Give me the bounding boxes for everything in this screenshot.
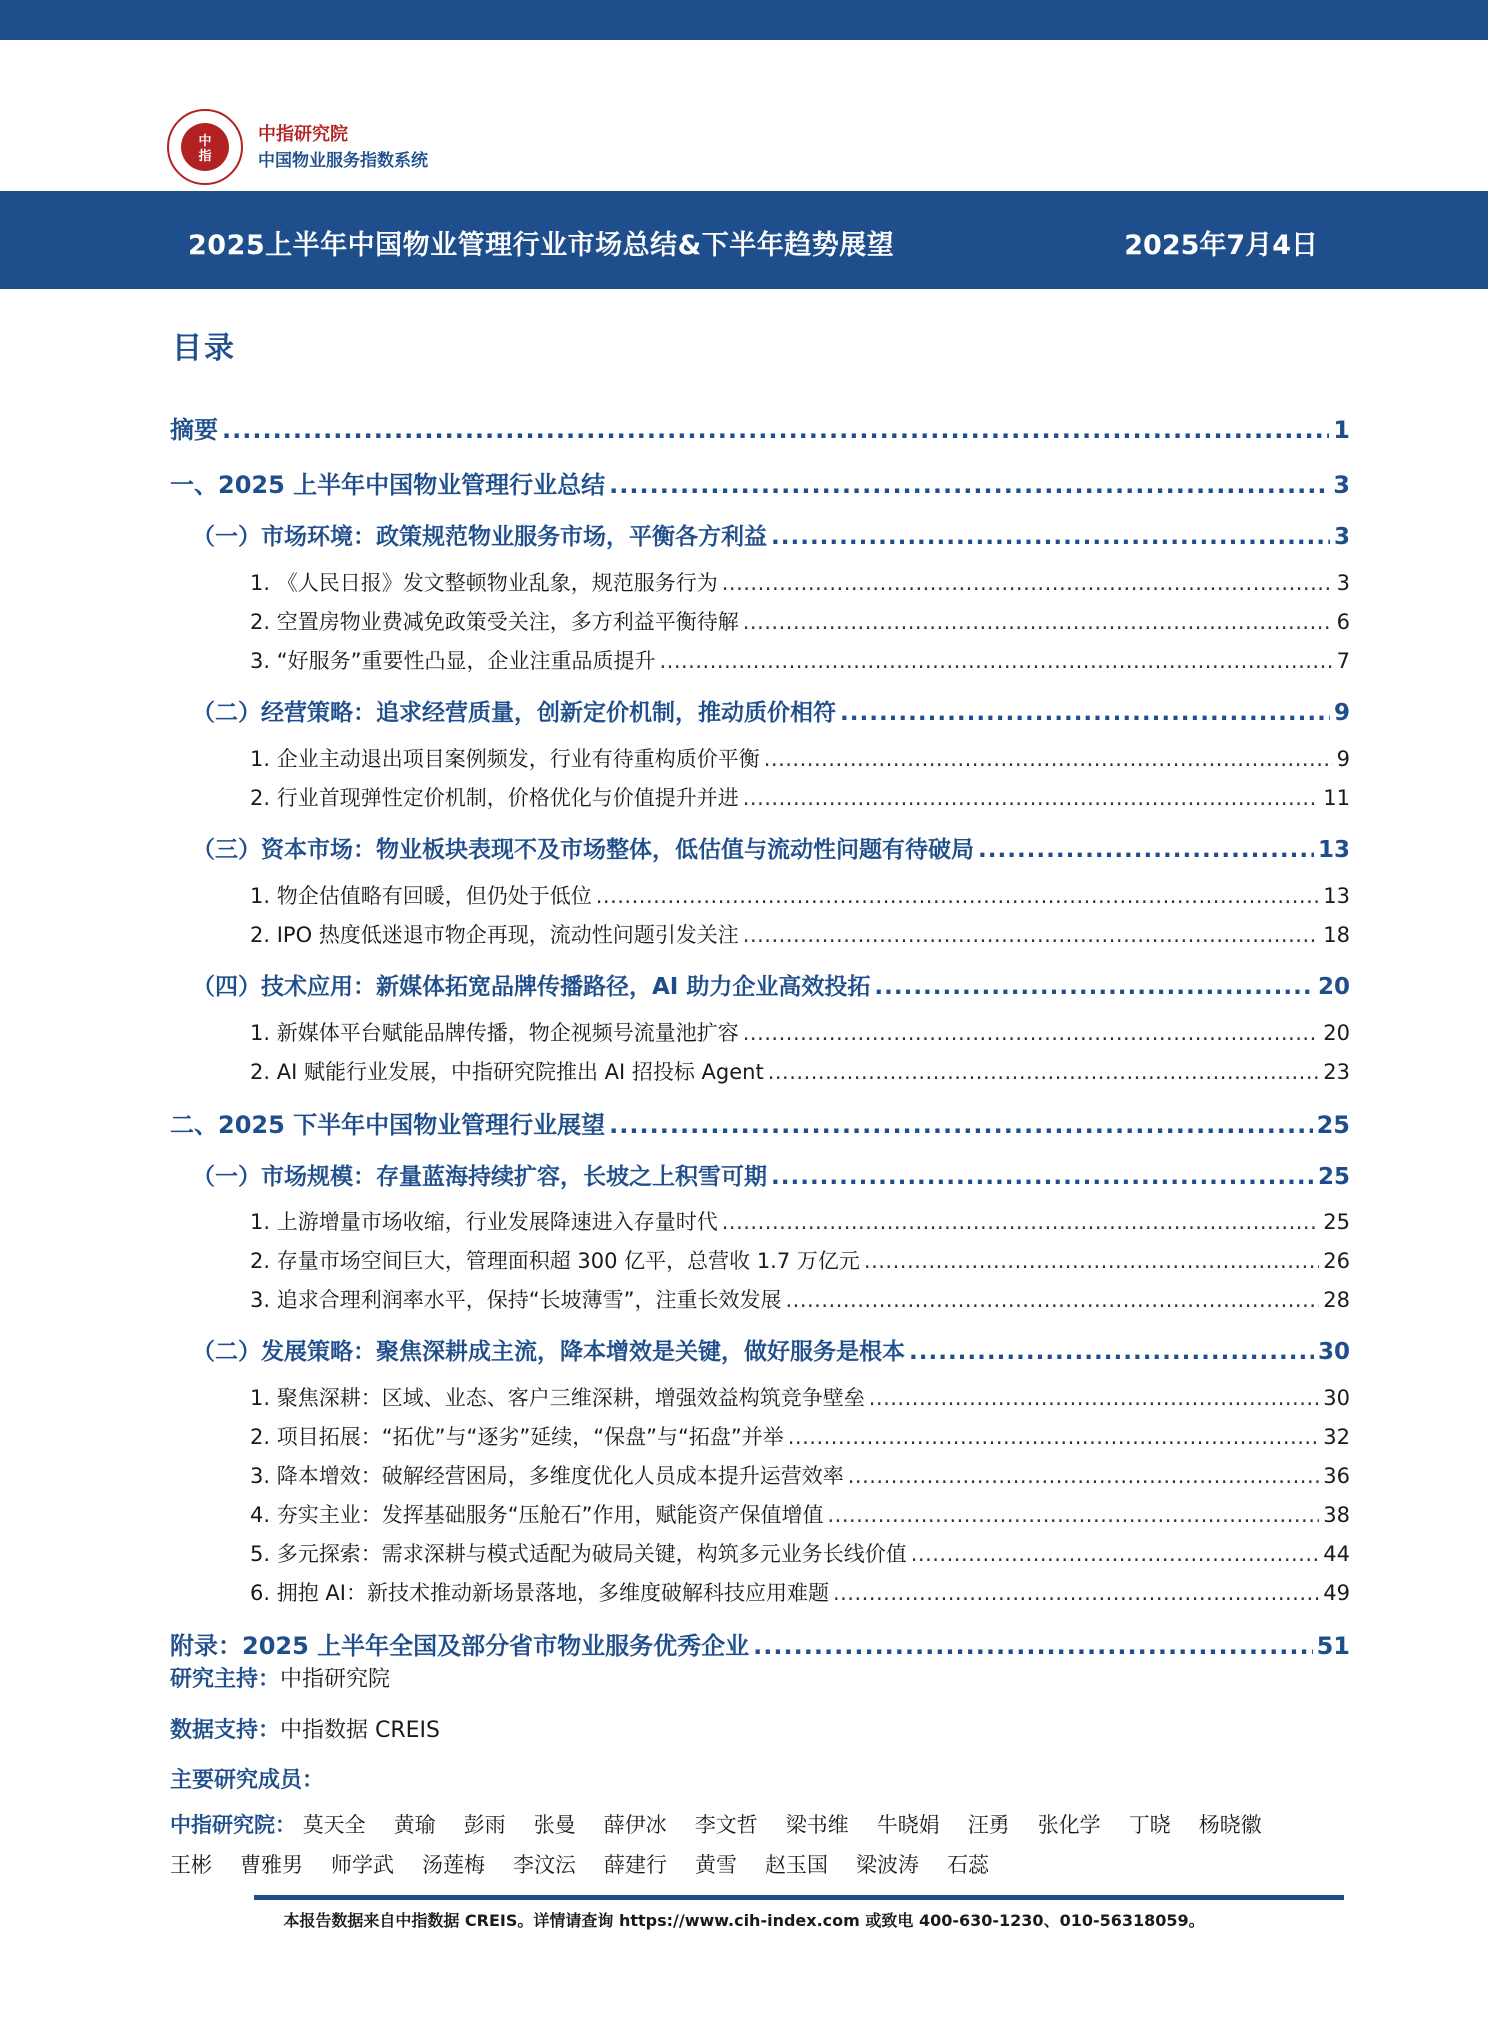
toc-entry[interactable] (250, 1460, 1350, 1490)
footer-divider (254, 1895, 1344, 1900)
toc-page-number: 30 (1323, 1386, 1350, 1410)
toc-page-number: 7 (1336, 649, 1350, 673)
member-name: 梁书维 (785, 1813, 849, 1837)
member-name: 彭雨 (463, 1813, 506, 1837)
toc-entry-title: 3. 追求合理利润率水平，保持“长坡薄雪”，注重长效发展 (250, 1288, 782, 1312)
toc-entry-title: 摘要 (170, 416, 218, 444)
toc-entry-title: 二、2025 下半年中国物业管理行业展望 (170, 1111, 606, 1139)
toc-entry[interactable] (250, 1382, 1350, 1412)
toc-leader-dots (659, 649, 1332, 673)
research-host (170, 1662, 390, 1693)
member-name: 牛晓娟 (876, 1813, 940, 1837)
toc-page-number: 25 (1317, 1164, 1350, 1190)
toc-page-number: 38 (1323, 1503, 1350, 1527)
toc-leader-dots (771, 1164, 1314, 1190)
toc-entry[interactable] (250, 1499, 1350, 1529)
toc-page-number: 25 (1316, 1111, 1350, 1139)
toc-entry[interactable] (250, 919, 1350, 949)
toc-heading: 目录 (172, 331, 236, 366)
toc-entry[interactable] (192, 518, 1350, 551)
toc-page-number: 26 (1323, 1249, 1350, 1273)
toc-leader-dots (788, 1425, 1320, 1449)
org-subtitle: 中国物业服务指数系统 (258, 151, 428, 171)
toc-leader-dots (764, 747, 1333, 771)
member-name: 汪勇 (967, 1813, 1010, 1837)
toc-page-number: 23 (1323, 1060, 1350, 1084)
toc-entry[interactable] (192, 1333, 1350, 1366)
toc-entry[interactable] (250, 1056, 1350, 1086)
toc-page-number: 32 (1323, 1425, 1350, 1449)
toc-page-number: 13 (1317, 837, 1350, 863)
top-bar (0, 0, 1488, 40)
member-name: 莫天全 (302, 1813, 366, 1837)
toc-entry-title: 3. 降本增效：破解经营困局，多维度优化人员成本提升运营效率 (250, 1464, 844, 1488)
toc-entry-title: 2. AI 赋能行业发展，中指研究院推出 AI 招投标 Agent (250, 1060, 764, 1084)
member-name: 张曼 (533, 1813, 576, 1837)
toc-entry[interactable] (250, 1245, 1350, 1275)
toc-leader-dots (978, 837, 1314, 863)
toc-entry-title: 5. 多元探索：需求深耕与模式适配为破局关键，构筑多元业务长线价值 (250, 1542, 907, 1566)
toc-entry-title: 6. 拥抱 AI：新技术推动新场景落地，多维度破解科技应用难题 (250, 1581, 829, 1605)
toc-entry[interactable] (250, 743, 1350, 773)
toc-entry-title: （二）经营策略：追求经营质量，创新定价机制，推动质价相符 (192, 700, 836, 726)
toc-page-number: 3 (1333, 524, 1350, 550)
toc-entry-title: （四）技术应用：新媒体拓宽品牌传播路径，AI 助力企业高效投拓 (192, 974, 871, 1000)
data-support (170, 1713, 440, 1744)
title-banner (0, 191, 1488, 289)
toc-page-number: 1 (1333, 416, 1350, 444)
toc-entry-title: 1. 《人民日报》发文整顿物业乱象，规范服务行为 (250, 571, 718, 595)
toc-leader-dots (609, 471, 1329, 499)
svg-text:中: 中 (198, 134, 212, 149)
member-name: 石蕊 (947, 1853, 989, 1877)
toc-page-number: 28 (1323, 1288, 1350, 1312)
toc-page-number: 36 (1323, 1464, 1350, 1488)
toc-leader-dots (840, 700, 1330, 726)
toc-leader-dots (722, 1210, 1320, 1234)
toc-entry[interactable] (192, 968, 1350, 1001)
toc-page-number: 30 (1317, 1339, 1350, 1365)
toc-entry[interactable] (250, 880, 1350, 910)
members-heading (170, 1763, 324, 1794)
toc-entry[interactable] (250, 1206, 1350, 1236)
member-name: 李文哲 (694, 1813, 758, 1837)
toc-leader-dots (785, 1288, 1319, 1312)
china-index-academy-logo (166, 108, 244, 186)
toc-entry[interactable] (170, 465, 1350, 500)
member-name: 张化学 (1037, 1813, 1101, 1837)
toc-leader-dots (753, 1632, 1312, 1660)
toc-page-number: 11 (1323, 786, 1350, 810)
members-org: 中指研究院： (170, 1813, 296, 1837)
toc-entry-title: 1. 新媒体平台赋能品牌传播，物企视频号流量池扩容 (250, 1021, 739, 1045)
toc-entry[interactable] (250, 782, 1350, 812)
toc-leader-dots (864, 1249, 1319, 1273)
toc-entry-title: 2. IPO 热度低迷退市物企再现，流动性问题引发关注 (250, 923, 739, 947)
toc-page-number: 3 (1333, 471, 1350, 499)
member-name: 赵玉国 (765, 1853, 828, 1877)
member-name: 丁晓 (1128, 1813, 1171, 1837)
member-name: 梁波涛 (856, 1853, 919, 1877)
toc-entry-title: 1. 企业主动退出项目案例频发，行业有待重构质价平衡 (250, 747, 760, 771)
toc-leader-dots (596, 884, 1320, 908)
member-name: 杨晓徽 (1198, 1813, 1262, 1837)
toc-page-number: 49 (1323, 1581, 1350, 1605)
data-value: 中指数据 CREIS (280, 1718, 441, 1743)
toc-entry-title: 附录：2025 上半年全国及部分省市物业服务优秀企业 (170, 1632, 750, 1660)
org-name: 中指研究院 (258, 124, 348, 145)
toc-page-number: 25 (1323, 1210, 1350, 1234)
toc-entry[interactable] (250, 1284, 1350, 1314)
toc-entry-title: （三）资本市场：物业板块表现不及市场整体，低估值与流动性问题有待破局 (192, 837, 974, 863)
toc-entry-title: 1. 物企估值略有回暖，但仍处于低位 (250, 884, 592, 908)
toc-entry[interactable] (250, 1421, 1350, 1451)
report-date: 2025年7月4日 (1124, 230, 1318, 261)
toc-entry[interactable] (250, 1538, 1350, 1568)
toc-entry-title: （一）市场规模：存量蓝海持续扩容，长坡之上积雪可期 (192, 1164, 767, 1190)
toc-leader-dots (743, 610, 1333, 634)
toc-page-number: 6 (1336, 610, 1350, 634)
toc-page-number: 20 (1323, 1021, 1350, 1045)
toc-leader-dots (609, 1111, 1312, 1139)
toc-entry[interactable] (170, 1105, 1350, 1140)
toc-entry-title: 1. 聚焦深耕：区域、业态、客户三维深耕，增强效益构筑竞争壁垒 (250, 1386, 865, 1410)
toc-leader-dots (768, 1060, 1320, 1084)
toc-page-number: 51 (1316, 1632, 1350, 1660)
toc-entry-title: 4. 夯实主业：发挥基础服务“压舱石”作用，赋能资产保值增值 (250, 1503, 824, 1527)
toc-page-number: 13 (1323, 884, 1350, 908)
toc-entry[interactable] (192, 694, 1350, 727)
member-name: 薛建行 (604, 1853, 667, 1877)
toc-leader-dots (222, 416, 1329, 444)
members-label: 主要研究成员： (170, 1768, 325, 1793)
toc-page-number: 20 (1317, 974, 1350, 1000)
toc-leader-dots (743, 786, 1320, 810)
report-title: 2025上半年中国物业管理行业市场总结&下半年趋势展望 (188, 230, 895, 261)
toc-entry[interactable] (192, 831, 1350, 864)
toc-leader-dots (911, 1542, 1320, 1566)
toc-entry[interactable] (250, 606, 1350, 636)
toc-page-number: 9 (1333, 700, 1350, 726)
member-name: 黄瑜 (393, 1813, 436, 1837)
org-block (258, 122, 428, 174)
toc-entry[interactable] (192, 1158, 1350, 1191)
toc-entry-title: 2. 行业首现弹性定价机制，价格优化与价值提升并进 (250, 786, 739, 810)
member-name: 薛伊冰 (603, 1813, 667, 1837)
toc-leader-dots (743, 923, 1319, 947)
toc-leader-dots (827, 1503, 1319, 1527)
toc-entry-title: （一）市场环境：政策规范物业服务市场，平衡各方利益 (192, 524, 767, 550)
toc-leader-dots (848, 1464, 1320, 1488)
member-name: 师学武 (331, 1853, 394, 1877)
host-value: 中指研究院 (280, 1667, 391, 1692)
footer-note: 本报告数据来自中指数据 CREIS。详情请查询 https://www.cih-index.com 或致电 400-630-1230、010-56318059。 (283, 1911, 1205, 1930)
toc-leader-dots (771, 524, 1330, 550)
members-list (170, 1805, 1350, 1885)
toc-entry-title: 一、2025 上半年中国物业管理行业总结 (170, 471, 606, 499)
toc-entry-title: 2. 存量市场空间巨大，管理面积超 300 亿平，总营收 1.7 万亿元 (250, 1249, 860, 1273)
member-name: 汤莲梅 (422, 1853, 485, 1877)
member-name: 黄雪 (695, 1853, 737, 1877)
toc-leader-dots (874, 974, 1314, 1000)
toc-entry[interactable] (250, 645, 1350, 675)
toc-entry-title: 1. 上游增量市场收缩，行业发展降速进入存量时代 (250, 1210, 718, 1234)
member-name: 曹雅男 (240, 1853, 303, 1877)
toc-leader-dots (869, 1386, 1320, 1410)
toc-page-number: 18 (1323, 923, 1350, 947)
toc-entry-title: 3. “好服务”重要性凸显，企业注重品质提升 (250, 649, 656, 673)
toc-entry[interactable] (250, 567, 1350, 597)
data-label: 数据支持： (170, 1718, 281, 1743)
toc-entry[interactable] (170, 1626, 1350, 1661)
toc-entry-title: 2. 项目拓展：“拓优”与“逐劣”延续，“保盘”与“拓盘”并举 (250, 1425, 784, 1449)
toc-leader-dots (833, 1581, 1319, 1605)
member-name: 王彬 (170, 1853, 212, 1877)
svg-text:指: 指 (198, 149, 212, 164)
toc-entry-title: （二）发展策略：聚焦深耕成主流，降本增效是关键，做好服务是根本 (192, 1339, 905, 1365)
host-label: 研究主持： (170, 1667, 281, 1692)
member-name: 李汶沄 (513, 1853, 576, 1877)
toc-leader-dots (743, 1021, 1320, 1045)
toc-leader-dots (909, 1339, 1314, 1365)
toc-entry[interactable] (250, 1577, 1350, 1607)
toc-page-number: 44 (1323, 1542, 1350, 1566)
toc-entry[interactable] (250, 1017, 1350, 1047)
toc-page-number: 3 (1336, 571, 1350, 595)
toc-leader-dots (722, 571, 1333, 595)
toc-page-number: 9 (1336, 747, 1350, 771)
toc-entry-title: 2. 空置房物业费减免政策受关注，多方利益平衡待解 (250, 610, 739, 634)
toc-entry[interactable] (170, 410, 1350, 445)
